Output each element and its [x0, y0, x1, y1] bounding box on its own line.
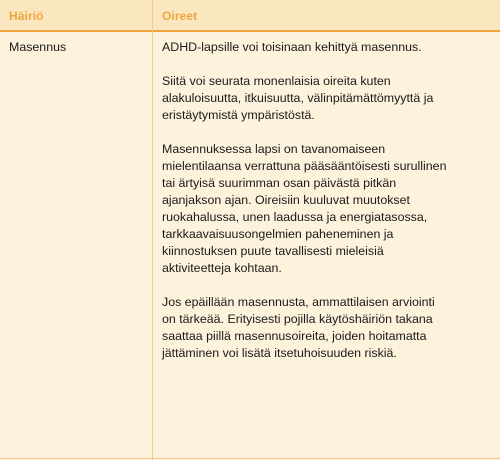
symptom-paragraph: Siitä voi seurata monenlaisia oireita kuten alakuloisuutta, itkuisuutta, välinpitämättömyyttä ja eristäytymistä ympäristöstä.	[162, 74, 434, 122]
column-divider	[152, 0, 153, 460]
header-disorder: Häiriö	[9, 9, 44, 23]
table-bottom-border	[0, 458, 500, 459]
symptom-paragraph: ADHD-lapsille voi toisinaan kehittyä masennus.	[162, 40, 422, 54]
table-row-symptoms	[162, 39, 492, 362]
header-symptoms: Oireet	[162, 9, 198, 23]
symptom-paragraph: Masennuksessa lapsi on tavanomaiseen mielentilaansa verrattuna pääsääntöisesti surullinen tai ärtyisä suurimman osan päivästä pitkän ajanjakson ajan. Oireisiin kuuluvat muutokset ruokahalussa, unen laadussa ja energiatasossa, tarkkaavaisuusongelmien paheneminen ja kiinnostuksen puute tavallisesti mieleisiä aktiviteetteja kohtaan.	[162, 142, 447, 275]
header-divider	[0, 30, 500, 32]
symptom-paragraph: Jos epäillään masennusta, ammattilaisen arviointi on tärkeää. Erityisesti pojilla käytöshäiriön takana saattaa piillä masennusoireita, joiden hoitamatta jättäminen voi lisätä itsetuhoisuuden riskiä.	[162, 295, 435, 360]
table-row-disorder: Masennus	[9, 40, 67, 54]
table-header-row	[0, 0, 500, 30]
